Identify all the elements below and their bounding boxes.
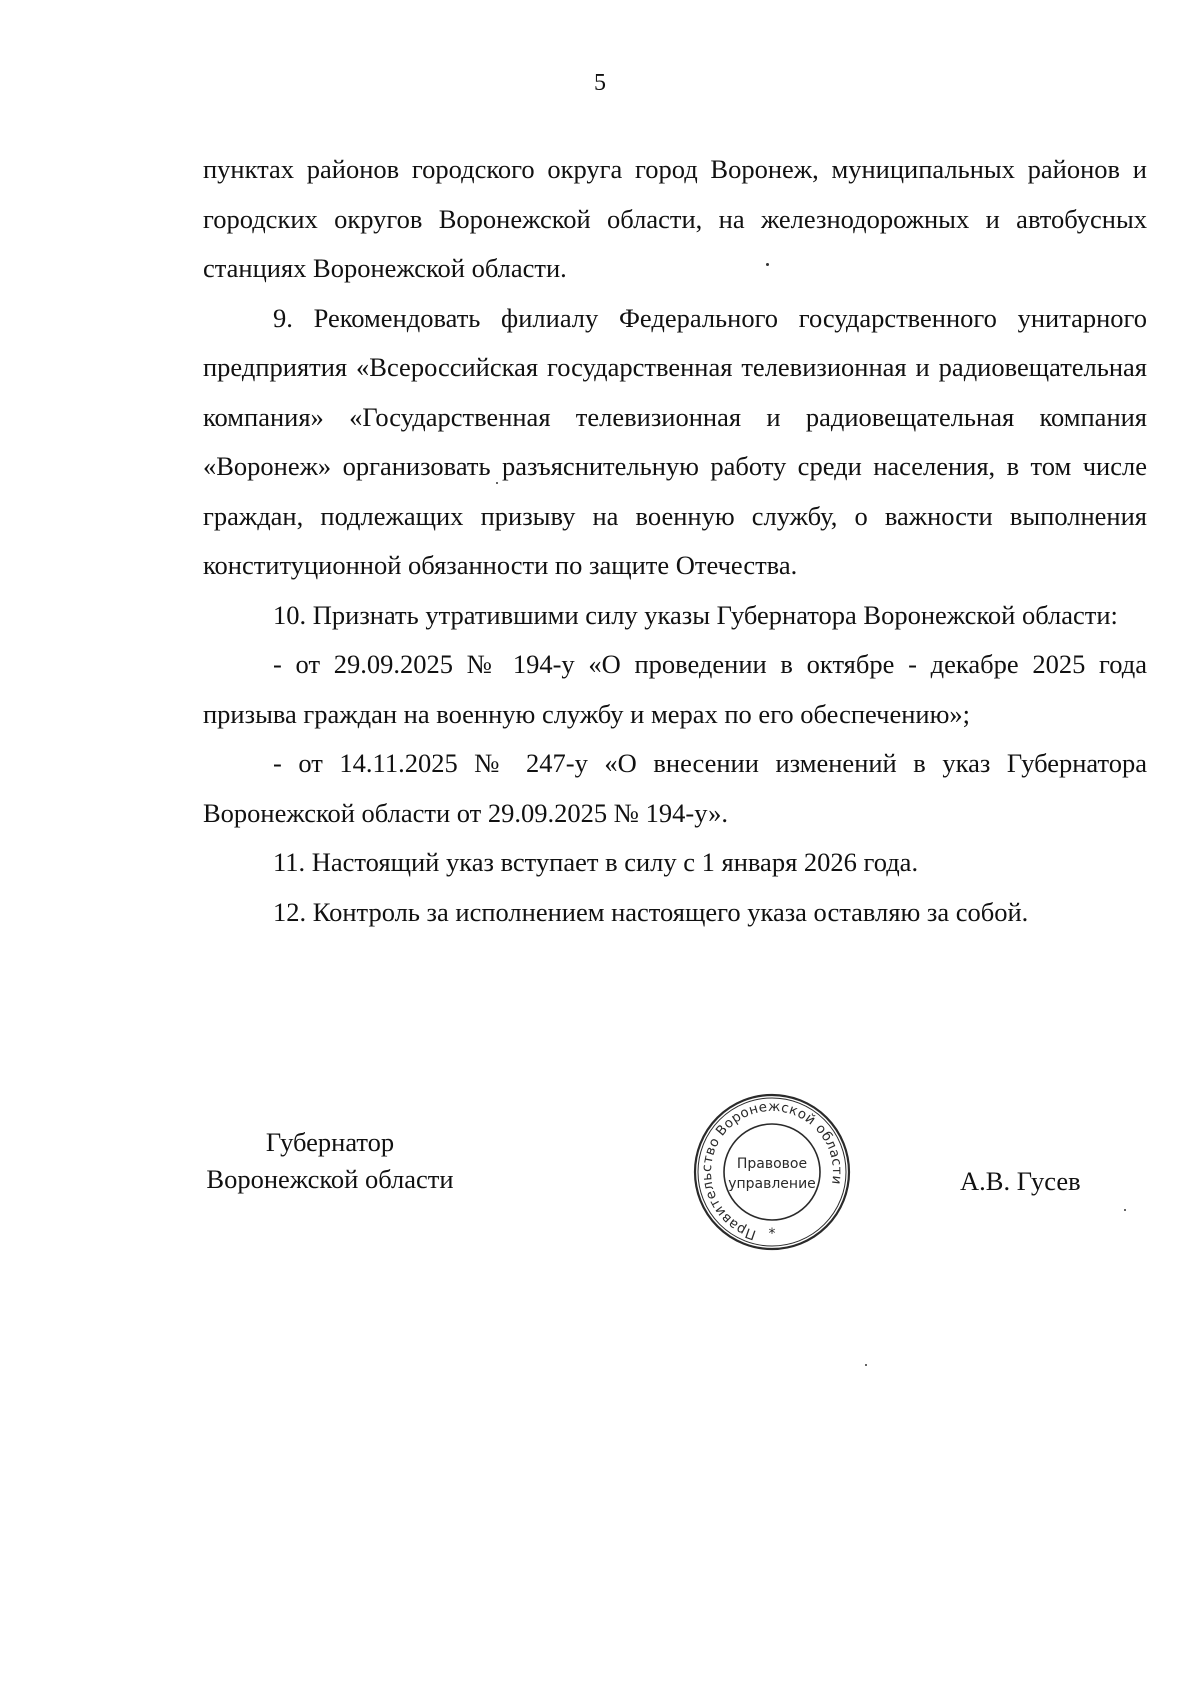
page-number: 5	[594, 70, 606, 96]
signatory-position	[180, 1124, 480, 1198]
scan-speck	[865, 1364, 867, 1366]
seal-center-line-1: Правовое	[736, 1156, 808, 1172]
official-seal	[692, 1092, 852, 1254]
seal-graphic	[692, 1092, 852, 1254]
document-body	[203, 145, 1147, 937]
paragraph-repeal-1: - от 29.09.2025 № 194-у «О проведении в октябре - декабре 2025 года призыва граждан на военную службу и мерах по его обеспечению»;	[203, 649, 1147, 729]
seal-outer-ring-inner	[698, 1098, 846, 1246]
seal-star: *	[768, 1226, 776, 1242]
scan-speck	[496, 482, 498, 484]
paragraph-repeal-2: - от 14.11.2025 № 247-у «О внесении изменений в указ Губернатора Воронежской области от 29.09.2025 № 194-у».	[203, 748, 1147, 828]
paragraph-continuation: пунктах районов городского округа город Воронеж, муниципальных районов и городских округов Воронежской области, на железнодорожных и автобусных станциях Воронежской области.	[203, 154, 1147, 283]
seal-center-line-2: управление	[728, 1176, 816, 1192]
paragraph-item-12: 12. Контроль за исполнением настоящего указа оставляю за собой.	[273, 896, 1029, 927]
signatory-name: А.В. Гусев	[960, 1166, 1081, 1196]
paragraph-item-10: 10. Признать утратившими силу указы Губернатора Воронежской области:	[273, 599, 1118, 630]
scan-speck	[766, 263, 769, 266]
signatory-region: Воронежской области	[206, 1164, 454, 1194]
signatory-title: Губернатор	[265, 1127, 395, 1157]
paragraph-item-11: 11. Настоящий указ вступает в силу с 1 января 2026 года.	[273, 847, 919, 877]
scan-speck	[1124, 1209, 1126, 1211]
paragraph-item-9: 9. Рекомендовать филиалу Федерального государственного унитарного предприятия «Всероссийская государственная телевизионная и радиовещательная компания» «Государственная телевизионная и радиовещательная компания «Воронеж» организовать разъяснительную работу среди населения, в том числе граждан, подлежащих призыву на военную службу, о важности выполнения конституционной обязанности по защите Отечества.	[203, 302, 1147, 580]
seal-inner-ring	[724, 1124, 820, 1220]
seal-ring-text: Правительство Воронежской области	[698, 1098, 846, 1243]
